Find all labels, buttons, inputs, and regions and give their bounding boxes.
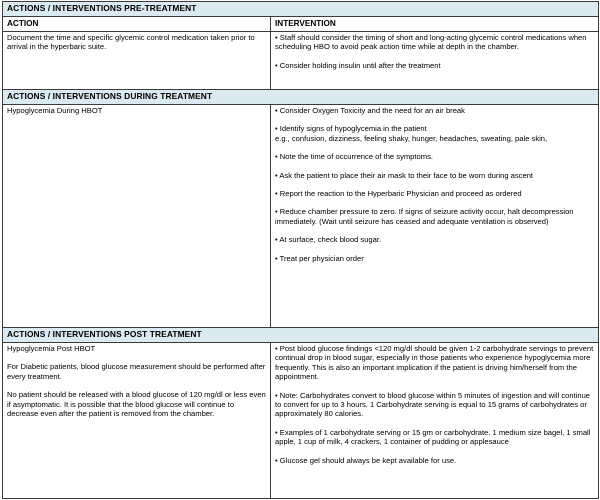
column-header-action: ACTION [3, 17, 271, 32]
protocol-table [2, 1, 599, 499]
intervention-bullet: • Staff should consider the timing of short and long-acting glycemic control medications when scheduling HBO to avoid peak action time while at depth in the chamber. [275, 33, 587, 52]
cell-intervention-during-treatment [271, 105, 599, 328]
intervention-bullet: • Identify signs of hypoglycemia in the patient [275, 124, 427, 134]
intervention-bullet: • Examples of 1 carbohydrate serving or 15 gm or carbohydrate. 1 medium size bagel, 1 small apple, 1 cup of milk, 4 crackers, 1 container of pudding or applesauce [275, 427, 591, 447]
cell-intervention-post-treatment [271, 343, 599, 499]
intervention-bullet: • Note: Carbohydrates convert to blood glucose within 5 minutes of ingestion and will continue to convert for up to 3 hours. 1 Carbohydrate serving is equal to 15 grams of carbohydrates or approximately 80 calories. [275, 390, 591, 419]
action-paragraph: Hypoglycemia During HBOT [7, 106, 103, 115]
section-heading-during-treatment: ACTIONS / INTERVENTIONS DURING TREATMENT [3, 90, 599, 105]
intervention-bullet: • Treat per physician order [275, 253, 364, 263]
section-heading-pre-treatment: ACTIONS / INTERVENTIONS PRE-TREATMENT [3, 2, 599, 17]
intervention-bullet: • Glucose gel should always be kept available for use. [275, 455, 457, 465]
intervention-bullet: • Consider Oxygen Toxicity and the need for an air break [275, 106, 465, 115]
action-paragraph: Document the time and specific glycemic control medication taken prior to arrival in the hyperbaric suite. [7, 33, 255, 52]
table-row-post-treatment [3, 343, 599, 499]
action-paragraph: Hypoglycemia Post HBOT [7, 344, 96, 353]
section-header-row-post-treatment [3, 328, 599, 343]
column-header-row [3, 17, 599, 32]
section-header-row-during-treatment [3, 90, 599, 105]
cell-intervention-pre-treatment [271, 32, 599, 90]
intervention-subtext: e.g., confusion, dizziness, feeling shaky, hunger, headaches, sweating, pale skin, [275, 133, 548, 143]
intervention-bullet: • Post blood glucose findings <120 mg/dl should be given 1-2 carbohydrate servings to prevent continual drop in blood sugar, especially in those patients who experience hypoglycemia more frequently. This is also an important implication if the patient is driving him/herself from the appointment. [275, 344, 594, 382]
intervention-bullet: • At surface, check blood sugar. [275, 235, 382, 245]
action-paragraph: For Diabetic patients, blood glucose measurement should be performed after every treatment. [7, 362, 266, 381]
intervention-bullet: • Report the reaction to the Hyperbaric Physician and proceed as ordered [275, 189, 522, 199]
intervention-bullet: • Reduce chamber pressure to zero. If signs of seizure activity occur, halt decompression immediately. (Wait until seizure has ceased and adequate ventilation is observed) [275, 207, 574, 226]
table-row-pre-treatment [3, 32, 599, 90]
cell-action-post-treatment [3, 343, 271, 499]
intervention-bullet: • Ask the patient to place their air mask to their face to be worn during ascent [275, 170, 534, 180]
section-header-row-pre-treatment [3, 2, 599, 17]
cell-action-during-treatment [3, 105, 271, 328]
table-row-during-treatment [3, 105, 599, 328]
intervention-bullet: • Note the time of occurrence of the symptoms. [275, 152, 433, 162]
section-heading-post-treatment: ACTIONS / INTERVENTIONS POST TREATMENT [3, 328, 599, 343]
column-header-intervention: INTERVENTION [271, 17, 599, 32]
cell-action-pre-treatment [3, 32, 271, 90]
intervention-bullet: • Consider holding insulin until after the treatment [275, 60, 441, 70]
action-paragraph: No patient should be released with a blood glucose of 120 mg/dl or less even if asymptomatic. It is possible that the blood glucose will continue to decrease even after the patient is removed from the chamber. [7, 390, 266, 419]
